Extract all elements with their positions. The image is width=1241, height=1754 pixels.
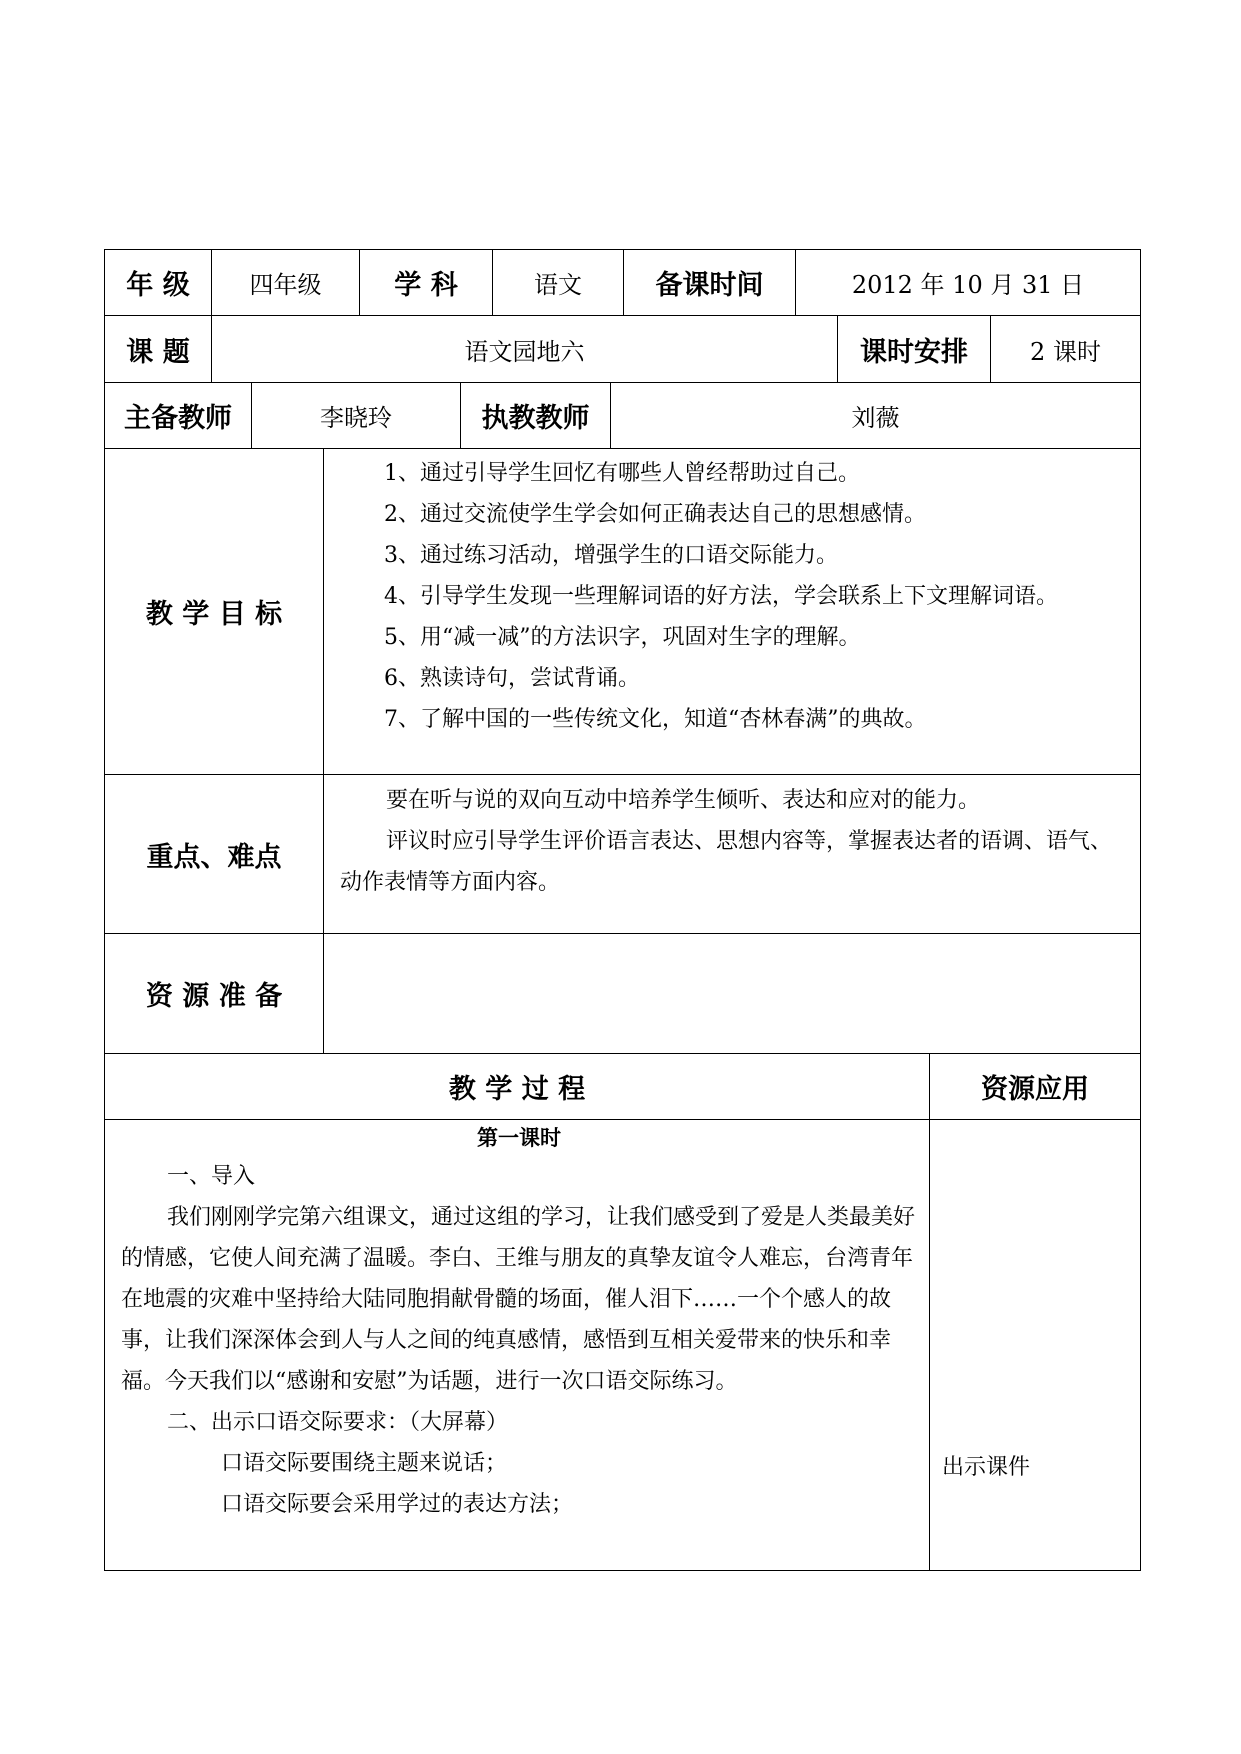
topic-value: 语文园地六 bbox=[211, 316, 837, 382]
header-row-1 bbox=[104, 249, 1141, 316]
objectives-row bbox=[104, 449, 1141, 775]
subject-value: 语文 bbox=[492, 250, 623, 315]
topic-label: 课 题 bbox=[126, 336, 190, 368]
objectives-label: 教 学 目 标 bbox=[145, 599, 283, 630]
prep-time-value: 2012 年 10 月 31 日 bbox=[795, 250, 1140, 315]
lesson-title: 第一课时 bbox=[477, 1126, 561, 1150]
objective-item: 4、引导学生发现一些理解词语的好方法，学会联系上下文理解词语。 bbox=[384, 584, 1058, 609]
resources-row bbox=[104, 934, 1141, 1054]
process-content-row bbox=[104, 1120, 1141, 1571]
key-point-paragraph: 评议时应引导学生评价语言表达、思想内容等，掌握表达者的语调、语气、动作表情等方面内容。 bbox=[340, 829, 1113, 895]
resources-label: 资 源 准 备 bbox=[145, 981, 283, 1012]
header-row-2 bbox=[104, 316, 1141, 383]
lead-teacher-label: 主备教师 bbox=[124, 403, 232, 434]
section-paragraph: 我们刚刚学完第六组课文，通过这组的学习，让我们感受到了爱是人类最美好的情感，它使人间充满了温暖。李白、王维与朋友的真挚友谊令人难忘，台湾青年在地震的灾难中坚持给大陆同胞捐献骨髓的场面，催人泪下……一个个感人的故事，让我们深深体会到人与人之间的纯真感情，感悟到互相关爱带来的快乐和幸福。今天我们以“感谢和安慰”为话题，进行一次口语交际练习。 bbox=[121, 1205, 916, 1394]
grade-value: 四年级 bbox=[211, 250, 359, 315]
objective-item: 6、熟读诗句，尝试背诵。 bbox=[384, 666, 640, 691]
objectives-list bbox=[323, 449, 1140, 774]
exec-teacher-value: 刘薇 bbox=[610, 383, 1140, 448]
section-heading: 一、导入 bbox=[167, 1164, 256, 1189]
exec-teacher-label: 执教教师 bbox=[460, 383, 610, 448]
process-header-row bbox=[104, 1054, 1141, 1120]
grade-label: 年 级 bbox=[126, 270, 190, 301]
process-content bbox=[105, 1120, 929, 1570]
objective-item: 7、了解中国的一些传统文化，知道“杏林春满”的典故。 bbox=[384, 707, 927, 732]
requirement-item: 口语交际要围绕主题来说话； bbox=[221, 1451, 508, 1476]
resource-use-label: 资源应用 bbox=[929, 1054, 1140, 1119]
prep-time-label: 备课时间 bbox=[623, 250, 795, 315]
periods-label: 课时安排 bbox=[837, 316, 990, 382]
process-label: 教 学 过 程 bbox=[448, 1074, 586, 1105]
key-points-content bbox=[323, 775, 1140, 933]
objective-item: 2、通过交流使学生学会如何正确表达自己的思想感情。 bbox=[384, 502, 926, 527]
objective-item: 3、通过练习活动，增强学生的口语交际能力。 bbox=[384, 543, 838, 568]
resource-use-cell bbox=[929, 1120, 1140, 1570]
periods-value: 2 课时 bbox=[990, 316, 1140, 382]
objective-item: 5、用“减一减”的方法识字，巩固对生字的理解。 bbox=[384, 625, 861, 650]
section-heading: 二、出示口语交际要求：（大屏幕） bbox=[167, 1410, 509, 1435]
header-row-3 bbox=[104, 383, 1141, 449]
objective-item: 1、通过引导学生回忆有哪些人曾经帮助过自己。 bbox=[384, 461, 860, 486]
key-points-row bbox=[104, 775, 1141, 934]
key-point-paragraph: 要在听与说的双向互动中培养学生倾听、表达和应对的能力。 bbox=[386, 788, 981, 813]
requirement-item: 口语交际要会采用学过的表达方法； bbox=[221, 1492, 574, 1517]
key-points-label: 重点、难点 bbox=[146, 841, 282, 873]
resource-note: 出示课件 bbox=[942, 1455, 1031, 1480]
resources-value bbox=[323, 934, 1140, 1053]
subject-label: 学 科 bbox=[359, 250, 492, 315]
lead-teacher-value: 李晓玲 bbox=[251, 383, 460, 448]
